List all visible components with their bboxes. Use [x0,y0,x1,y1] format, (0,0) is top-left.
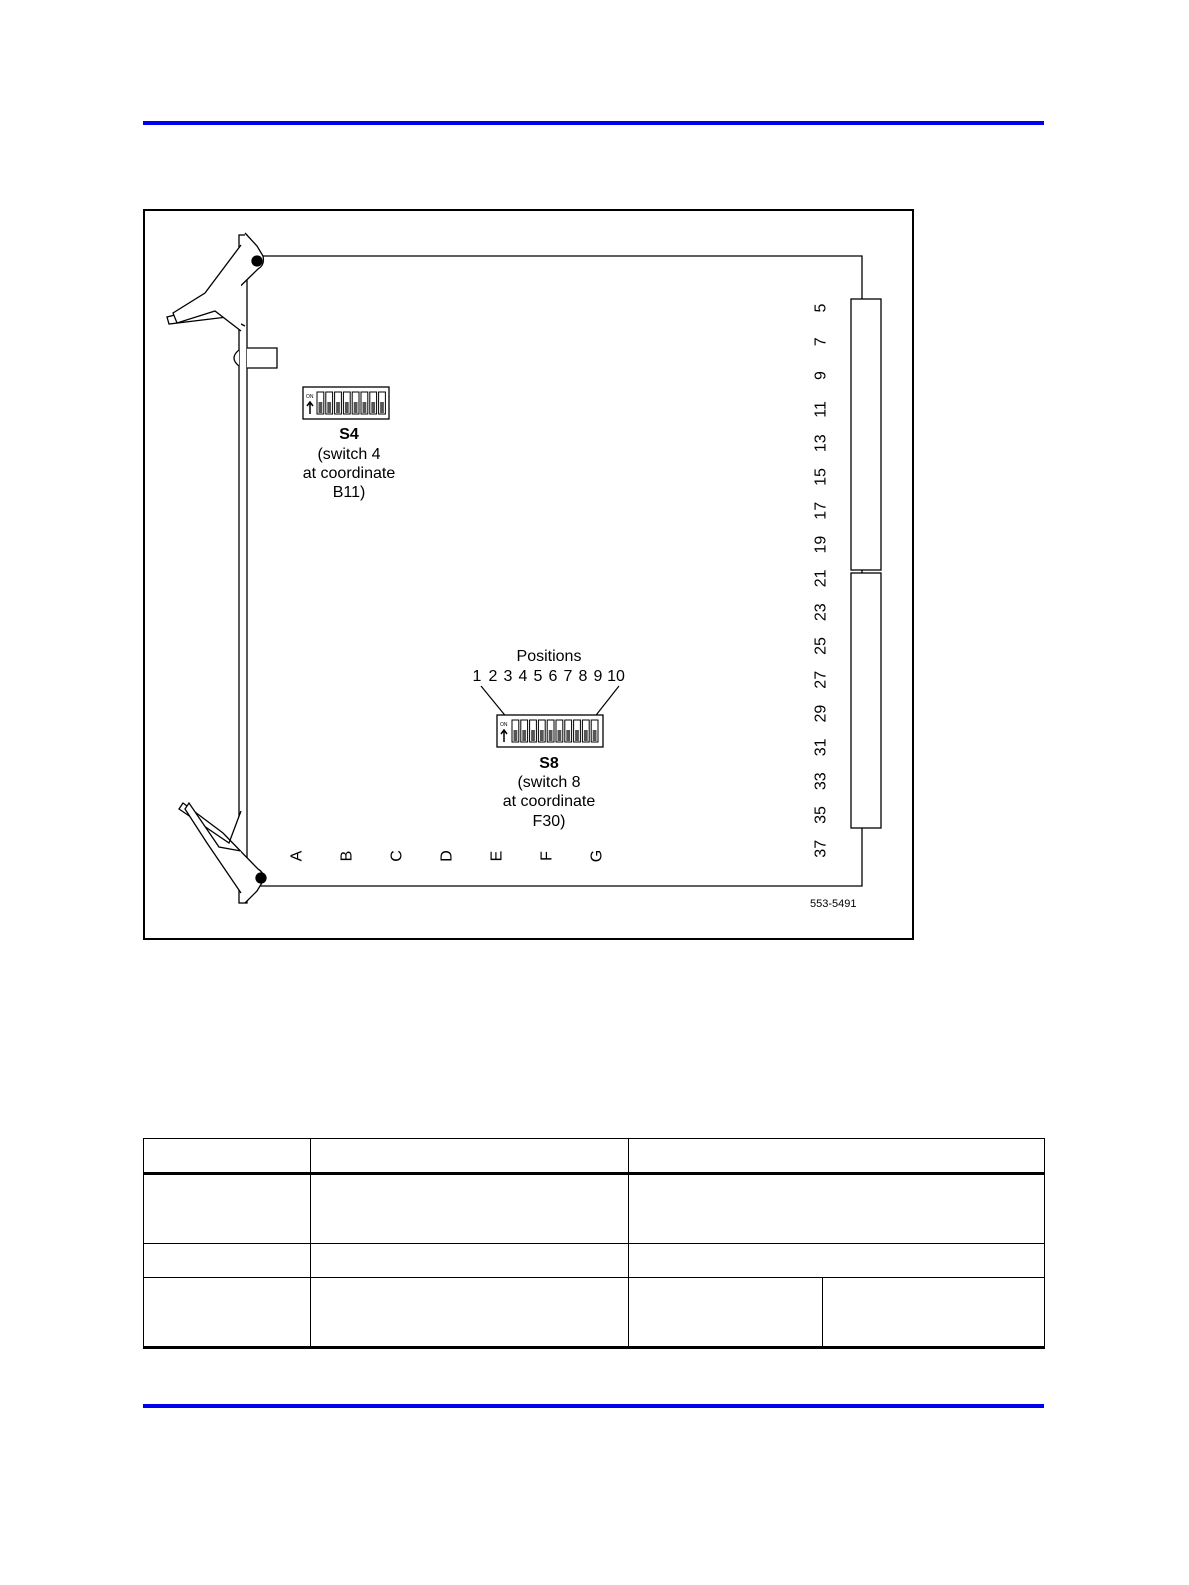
table-row [144,1243,1045,1278]
position-number-8: 8 [578,668,588,685]
switch-s8-caption-line-2: at coordinate [502,793,596,810]
switch-s8-lever-6 [558,730,562,741]
row-number-27: 27 [812,670,830,689]
table-cell [823,1278,1045,1348]
bottom-latch [179,803,266,903]
bottom-footer-rule [143,1404,1044,1408]
card-outline-top [245,256,862,299]
switch-s4-on-text: ON [306,394,314,400]
position-number-1: 1 [472,668,482,685]
circuit-card-figure [143,209,914,940]
switch-s8-lever-2 [522,730,526,741]
row-number-7: 7 [812,337,830,347]
row-number-21: 21 [812,569,830,588]
column-letter-d: D [438,850,456,862]
switch-s8-name: S8 [539,755,559,772]
circuit-card-diagram [145,211,914,940]
faceplate [239,235,247,903]
table-cell [311,1278,629,1348]
switch-s8-caption-line-1: (switch 8 [517,774,581,791]
table-cell [144,1278,311,1348]
position-number-4: 4 [518,668,528,685]
switch-s4-lever-7 [371,402,375,413]
table-cell [629,1139,1045,1174]
row-number-13: 13 [812,434,830,453]
row-number-15: 15 [812,468,830,486]
position-10-leader-line [593,686,619,719]
switch-s4-lever-4 [345,402,349,413]
table-cell [311,1139,629,1174]
table-cell [629,1278,823,1348]
column-letters [289,850,606,862]
switch-s8-lever-5 [549,730,553,741]
column-letter-g: G [588,849,606,863]
position-number-10: 10 [607,668,625,685]
switch-s4-name: S4 [339,426,359,443]
row-number-33: 33 [812,772,830,791]
switch-s8-lever-8 [575,730,579,741]
position-number-7: 7 [563,668,573,685]
spec-table [143,1138,1044,1349]
table-cell [311,1243,629,1278]
switch-s8-caption-line-3: F30) [532,813,566,830]
switch-s4-lever-8 [380,402,384,413]
position-number-3: 3 [503,668,513,685]
edge-connector-upper [851,299,881,570]
switch-s8-lever-4 [540,730,544,741]
positions-title: Positions [516,648,582,665]
edge-connector-lower [851,573,881,828]
row-number-11: 11 [812,401,830,418]
table-cell [629,1174,1045,1244]
position-number-9: 9 [593,668,603,685]
switch-s4-lever-3 [336,402,340,413]
switch-s8-lever-9 [584,730,588,741]
table-header-row [144,1139,1045,1174]
top-header-rule [143,121,1044,125]
switch-s4-caption-line-3: B11) [332,484,366,501]
row-number-37: 37 [812,839,830,858]
position-number-5: 5 [533,668,543,685]
row-numbers [813,303,830,857]
table-cell [311,1174,629,1244]
column-letter-f: F [538,851,556,861]
switch-s4-lever-6 [363,402,367,413]
column-letter-a: A [288,850,306,862]
table-cell [144,1174,311,1244]
table-cell [629,1243,1045,1278]
switch-s8-lever-1 [514,730,518,741]
row-number-31: 31 [812,738,830,757]
row-number-23: 23 [812,603,830,622]
switch-s8-lever-10 [593,730,597,741]
row-number-35: 35 [812,806,830,824]
column-letter-b: B [338,850,356,862]
figure-id: 553-5491 [810,898,857,910]
position-1-leader-line [481,686,508,719]
column-letter-e: E [488,850,506,862]
switch-s8-lever-7 [566,730,570,741]
led-indicator [247,348,277,368]
switch-s4 [303,387,389,419]
top-latch [167,233,263,331]
position-number-6: 6 [548,668,558,685]
row-number-29: 29 [812,704,830,723]
switch-s8-on-text: ON [500,722,508,728]
table-cell [144,1243,311,1278]
switch-s4-lever-1 [319,402,323,413]
switch-s4-lever-2 [327,402,331,413]
position-number-2: 2 [488,668,498,685]
switch-s4-lever-5 [354,402,358,413]
row-number-5: 5 [812,303,830,313]
table-row [144,1174,1045,1244]
row-number-25: 25 [812,637,830,655]
switch-s8 [497,715,603,747]
switch-s8-lever-3 [531,730,535,741]
row-number-9: 9 [812,371,830,381]
switch-s4-caption-line-2: at coordinate [302,465,396,482]
table-row [144,1278,1045,1348]
row-number-19: 19 [812,535,830,554]
column-letter-c: C [388,850,406,862]
position-numbers [473,668,625,685]
table-grid [143,1138,1045,1349]
table-cell [144,1139,311,1174]
switch-s4-caption-line-1: (switch 4 [317,446,381,463]
row-number-17: 17 [812,501,830,520]
